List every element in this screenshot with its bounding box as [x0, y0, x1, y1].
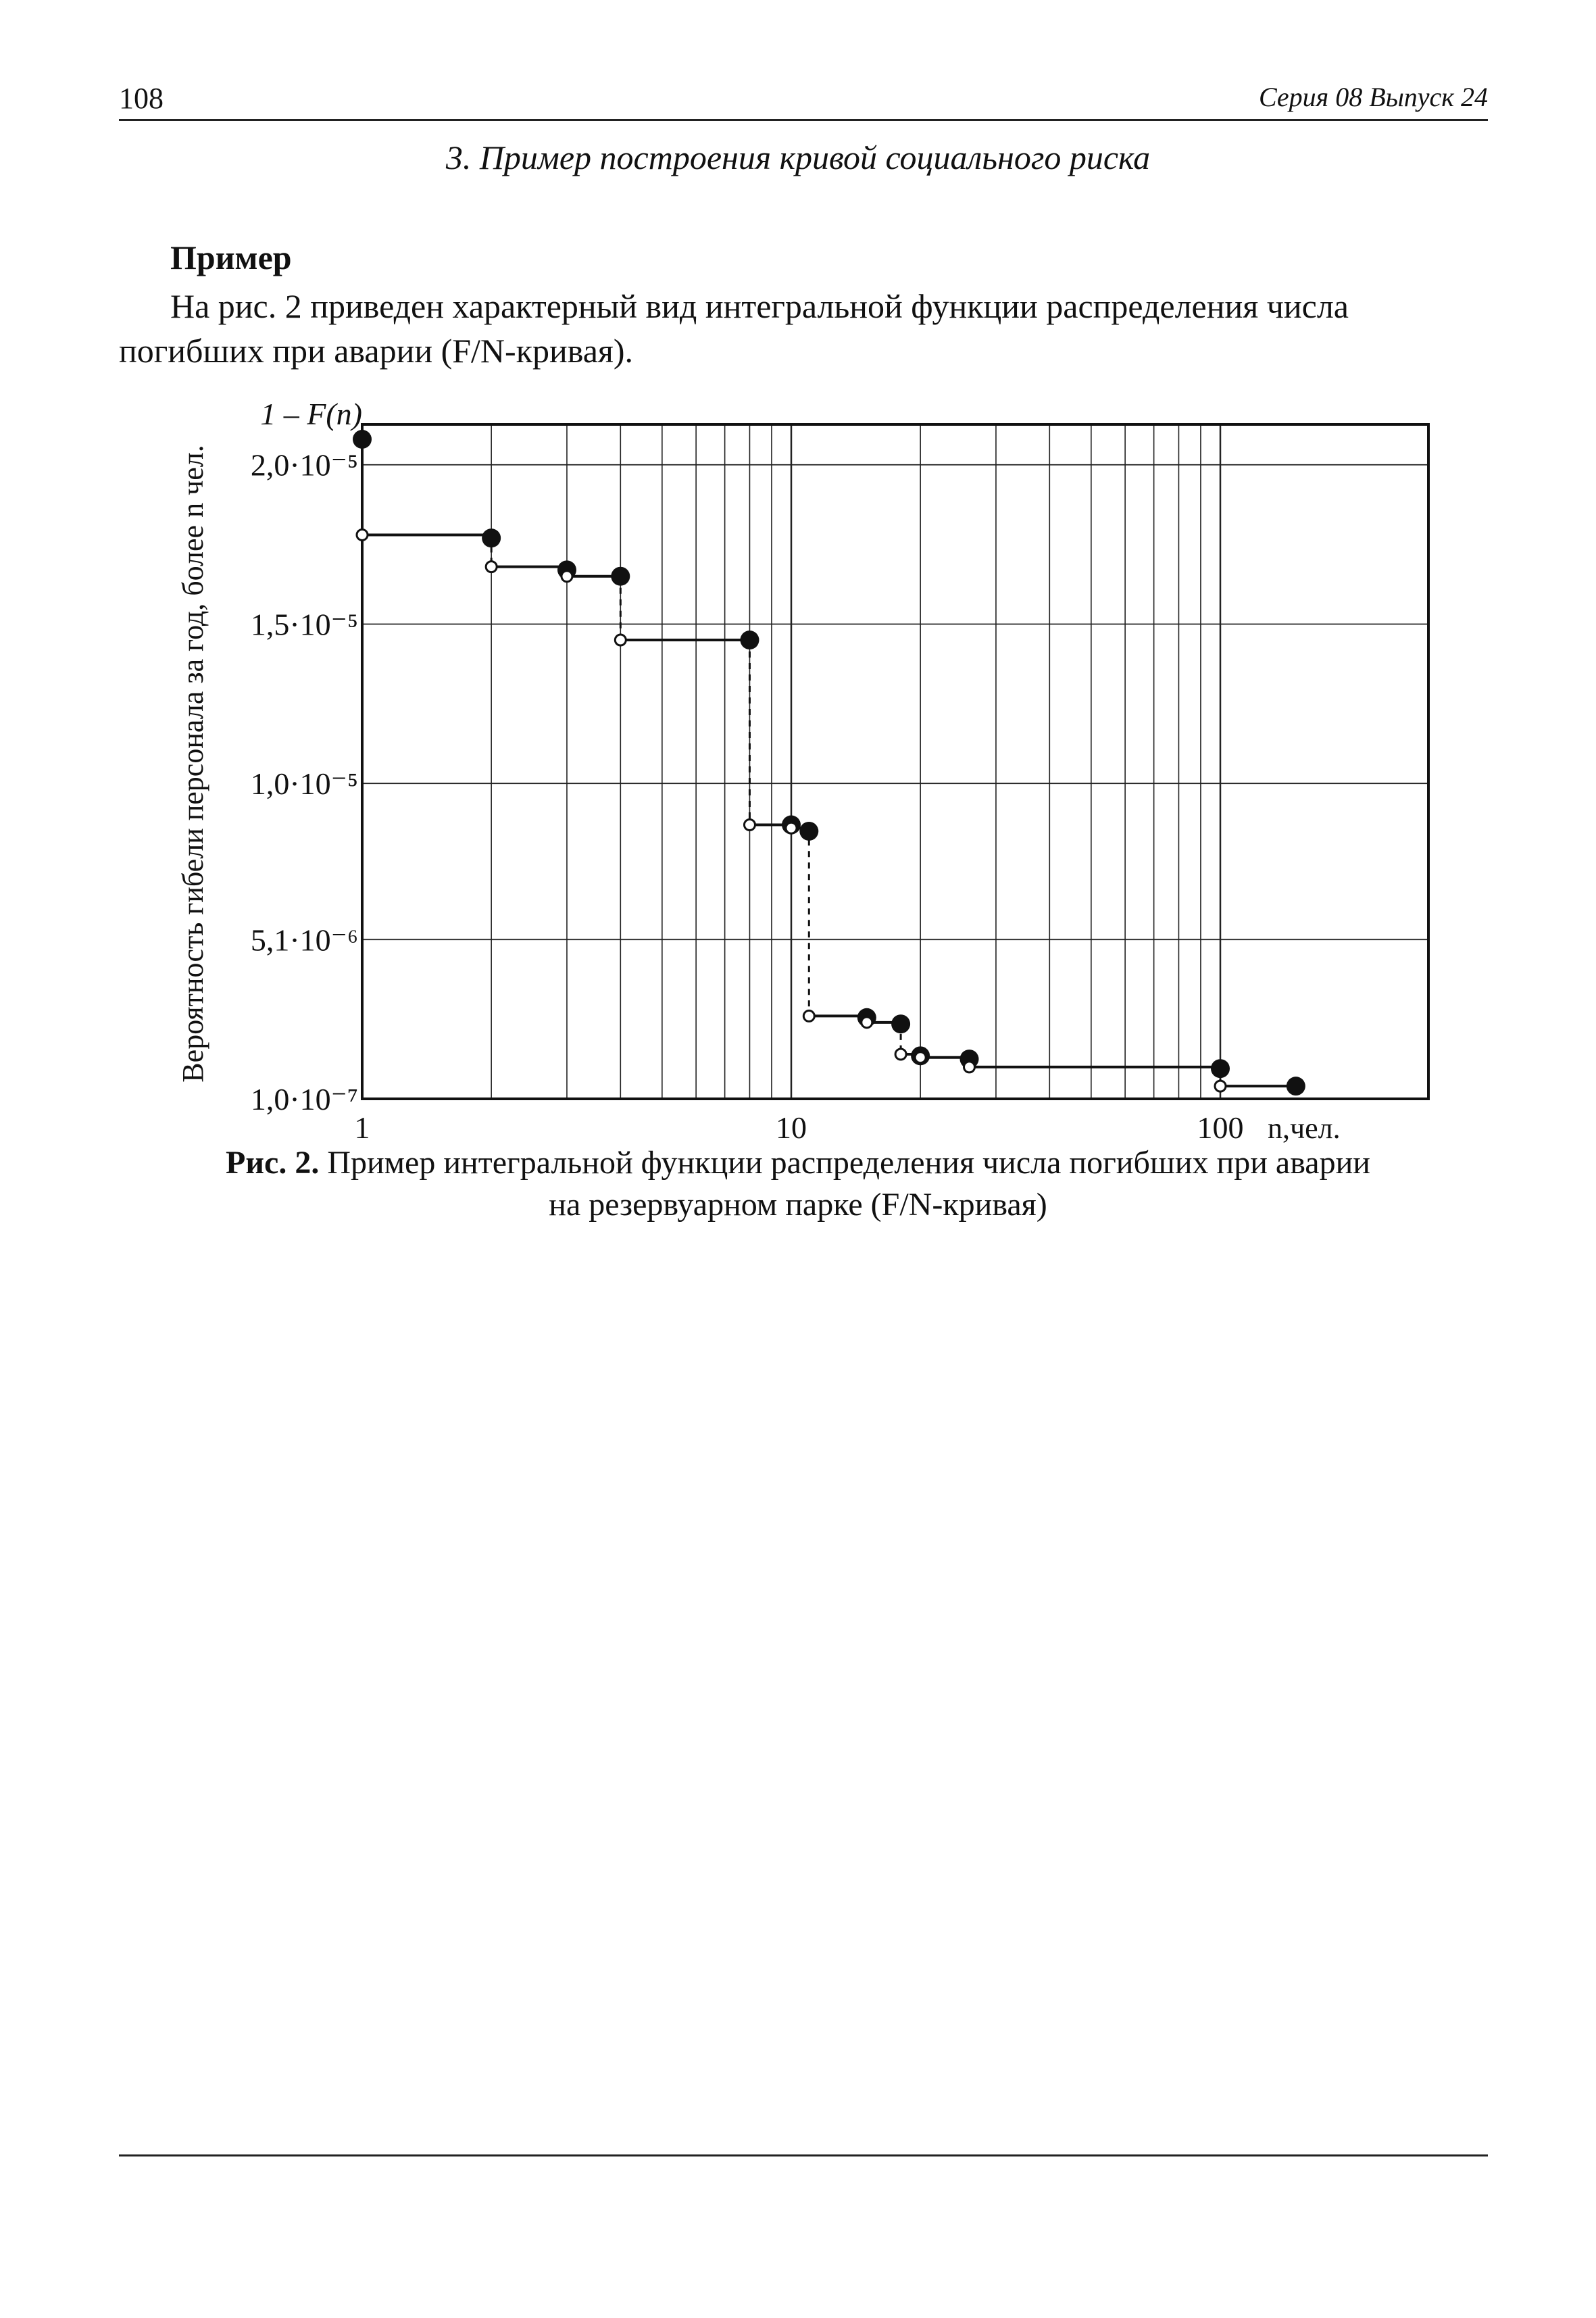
step-layer [362, 535, 1296, 1086]
paragraph-line-1: На рис. 2 приведен характерный вид интегральной функции распределения числа [170, 287, 1349, 325]
open-point [615, 635, 626, 645]
y-tick-label: 1,5·10⁻⁵ [250, 607, 358, 642]
filled-point [482, 528, 501, 547]
x-axis-label: n,чел. [1268, 1112, 1341, 1145]
y-axis-label: Вероятность гибели персонала за год, более n чел. [176, 445, 209, 1083]
open-point [862, 1017, 872, 1028]
caption-line-1 [0, 1142, 1596, 1184]
open-point [1215, 1081, 1226, 1091]
filled-point [353, 430, 372, 449]
open-point [786, 822, 797, 833]
y-tick-label: 1,0·10⁻⁵ [250, 766, 358, 802]
grid-layer [362, 424, 1428, 1099]
page-number: 108 [119, 82, 164, 115]
caption-line-2: на резервуарном парке (F/N-кривая) [549, 1187, 1047, 1223]
filled-point [740, 631, 759, 649]
series-label: Серия 08 Выпуск 24 [1258, 82, 1488, 112]
section-title: 3. Пример построения кривой социального риска [445, 139, 1151, 176]
x-tick-label: 1 [354, 1110, 370, 1145]
filled-point [1211, 1059, 1230, 1078]
open-point [357, 529, 368, 540]
frame-layer [362, 424, 1428, 1099]
footer-rule [119, 2154, 1488, 2156]
filled-point [611, 567, 630, 586]
filled-point [799, 822, 818, 841]
y-tick-label: 2,0·10⁻⁵ [250, 447, 358, 483]
filled-point [1287, 1077, 1305, 1095]
open-point [562, 571, 572, 582]
open-point [744, 820, 755, 831]
figure-caption [0, 1142, 1596, 1226]
open-point [895, 1049, 906, 1060]
open-point [803, 1010, 814, 1021]
plot-frame [362, 424, 1428, 1099]
x-tick-label: 100 [1197, 1110, 1244, 1145]
open-point [915, 1052, 926, 1063]
y-axis-top-label: 1 – F(n) [260, 397, 362, 431]
y-tick-label: 1,0·10⁻⁷ [250, 1082, 358, 1116]
open-point [964, 1062, 975, 1072]
filled-point [891, 1014, 910, 1033]
label-layer [176, 397, 1341, 1145]
point-layer [353, 430, 1305, 1095]
x-tick-label: 10 [776, 1110, 807, 1145]
caption-line1-text: Пример интегральной функции распределения числа погибших при аварии [327, 1145, 1370, 1181]
paragraph-line-2: погибших при аварии (F/N-кривая). [119, 332, 634, 370]
y-tick-label: 5,1·10⁻⁶ [250, 922, 358, 958]
example-heading: Пример [170, 239, 292, 276]
open-point [486, 562, 497, 572]
caption-label: Рис. 2. [226, 1145, 320, 1181]
